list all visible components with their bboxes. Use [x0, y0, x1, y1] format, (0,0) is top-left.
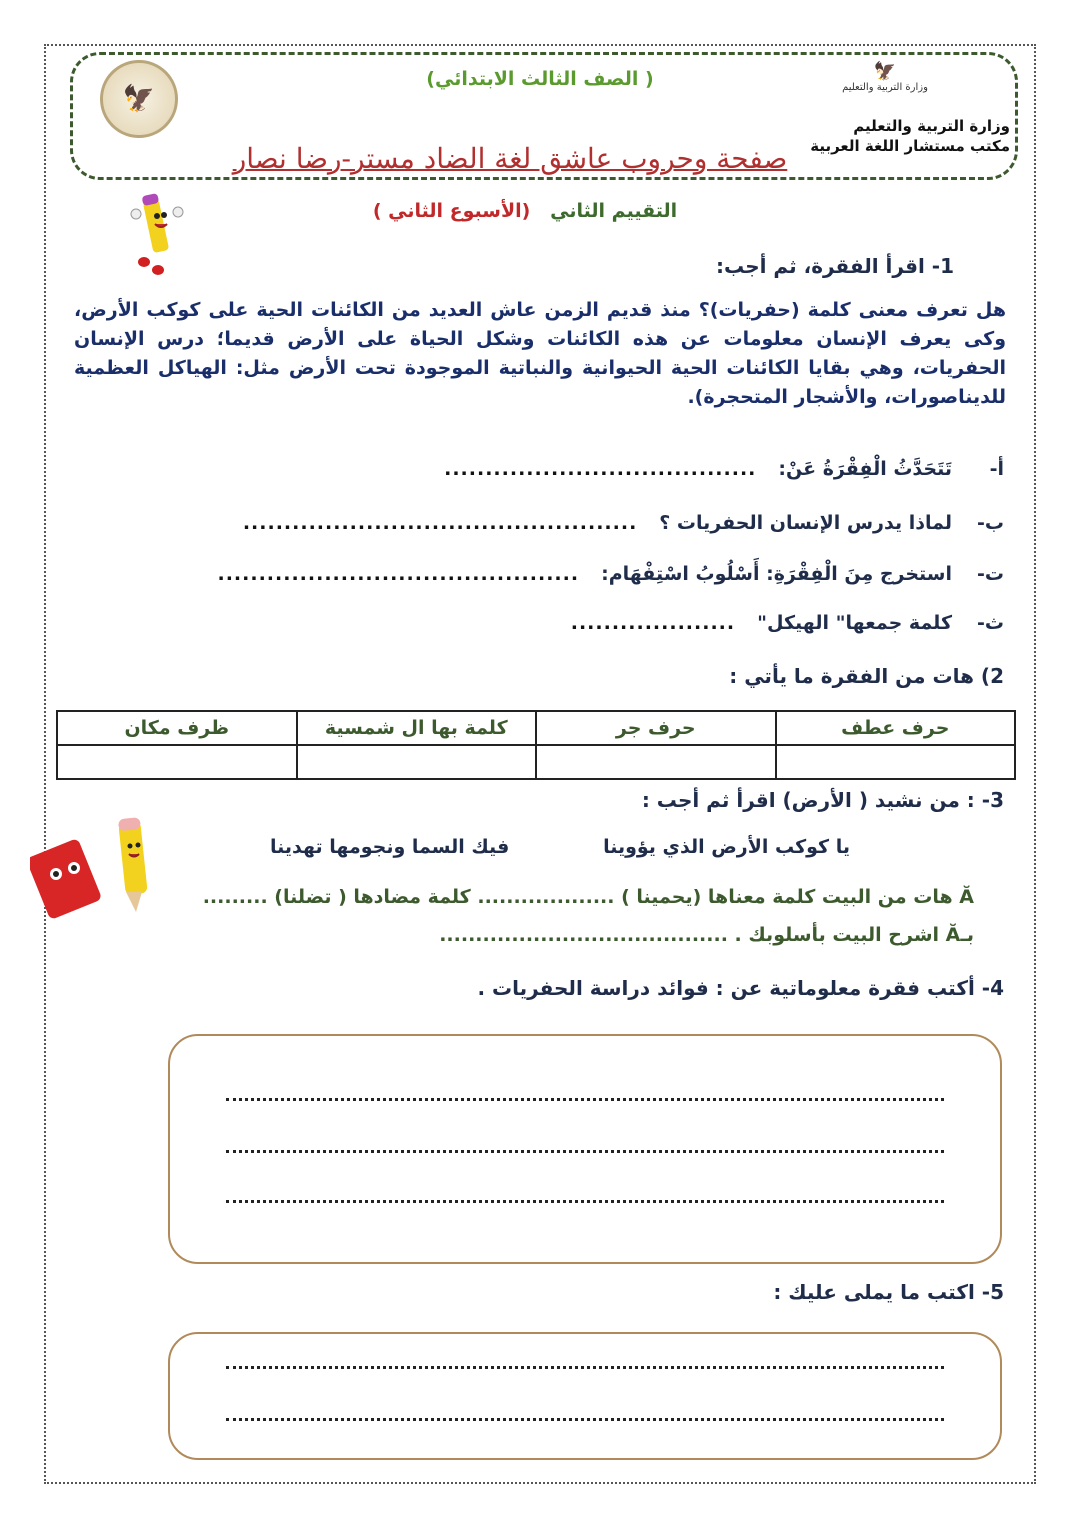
answer-cell[interactable]: [297, 745, 537, 779]
writing-line[interactable]: [226, 1150, 944, 1153]
table-row: [57, 745, 1015, 779]
column-header: ظرف مكان: [57, 711, 297, 745]
eagle-icon: 🦅: [122, 84, 156, 114]
q1-item-d: [571, 612, 1004, 634]
q3-item-a: Ă هات من البيت كلمة معناها (يحمينا ) ................... كلمة مضادها ( تضلنا) .........: [202, 886, 974, 908]
writing-line[interactable]: [226, 1418, 944, 1421]
item-text: كلمة جمعها" الهيكل": [757, 612, 952, 634]
column-header: حرف عطف: [776, 711, 1016, 745]
ministry-calligraphy: وزارة التربية والتعليم: [842, 82, 928, 93]
answer-blank[interactable]: ............................................: [217, 563, 580, 585]
author-signature: صفحة وحروب عاشق لغة الضاد مستر-رضا نصار: [232, 142, 788, 175]
column-header: حرف جر: [536, 711, 776, 745]
column-header: كلمة بها ال شمسية: [297, 711, 537, 745]
assessment-title-main: التقييم الثاني: [550, 200, 678, 222]
answer-blank[interactable]: ................................................: [242, 512, 638, 534]
q4-writing-box[interactable]: [168, 1034, 1002, 1264]
q3-item-b: بـĂ اشرح البيت بأسلوبك . ........................................: [439, 924, 974, 946]
item-letter: ث-: [977, 612, 1004, 634]
ministry-logo: [840, 62, 930, 102]
writing-line[interactable]: [226, 1200, 944, 1203]
q1-item-b: [243, 512, 1004, 534]
item-letter: أ-: [989, 458, 1004, 480]
q1-item-c: [218, 563, 1005, 585]
q3-poem-verse: [270, 836, 850, 858]
book-pencil-mascot-icon: [30, 812, 160, 922]
q1-item-a: [444, 458, 1004, 480]
writing-line[interactable]: [226, 1366, 944, 1369]
q1-passage: هل تعرف معنى كلمة (حفريات)؟ منذ قديم الزمن عاش العديد من الكائنات الحية على كوكب الأرض، وكى يعرف الإنسان معلومات عن هذه الكائنات وشكل الحياة على الأرض قديما؛ درس الإنسان الحفريات، وهي بقايا الكائنات الحية الحيوانية والنباتية الموجودة تحت الأرض مثل: الهياكل العظمية للديناصورات، والأشجار المتحجرة).: [74, 299, 1006, 408]
item-text: لماذا يدرس الإنسان الحفريات ؟: [659, 512, 952, 534]
q2-title: 2) هات من الفقرة ما يأتي :: [729, 664, 1004, 688]
answer-blank[interactable]: ....................: [570, 612, 736, 634]
pencil-mascot-icon: [128, 192, 184, 276]
q5-title: 5- اكتب ما يملى عليك :: [773, 1280, 1004, 1304]
answer-blank[interactable]: ......................................: [444, 458, 757, 480]
ministry-seal-icon: [100, 60, 178, 138]
item-text: استخرج مِنَ الْفِقْرَةِ: أَسْلُوبُ اسْتِفْهَام:: [601, 563, 952, 585]
answer-cell[interactable]: [57, 745, 297, 779]
item-letter: ب-: [977, 512, 1004, 534]
table-header-row: [57, 711, 1015, 745]
grade-label: ( الصف الثالث الابتدائي): [426, 68, 654, 90]
item-letter: ت-: [977, 563, 1004, 585]
q2-answer-table: [56, 710, 1016, 780]
egypt-eagle-icon: 🦅: [873, 61, 897, 82]
q5-writing-box[interactable]: [168, 1332, 1002, 1460]
verse-first-half: يا كوكب الأرض الذي يؤوينا: [603, 836, 850, 858]
q4-title: 4- أكتب فقرة معلوماتية عن : فوائد دراسة الحفريات .: [477, 976, 1004, 1000]
writing-line[interactable]: [226, 1098, 944, 1101]
ministry-line1: وزارة التربية والتعليم: [853, 117, 1010, 135]
ministry-name: [810, 116, 1010, 156]
verse-second-half: فيك السما ونجومها تهدينا: [270, 836, 510, 858]
answer-cell[interactable]: [536, 745, 776, 779]
q3-title: 3- : من نشيد ( الأرض) اقرأ ثم أجب :: [641, 788, 1004, 812]
q1-title: 1- اقرأ الفقرة، ثم أجب:: [716, 254, 954, 278]
assessment-title-week: (الأسبوع الثاني ): [372, 200, 531, 222]
assessment-title: [360, 200, 690, 222]
ministry-line2: مكتب مستشار اللغة العربية: [810, 137, 1010, 155]
answer-cell[interactable]: [776, 745, 1016, 779]
item-text: تَتَحَدَّثُ الْفِقْرَةُ عَنْ:: [778, 458, 952, 480]
